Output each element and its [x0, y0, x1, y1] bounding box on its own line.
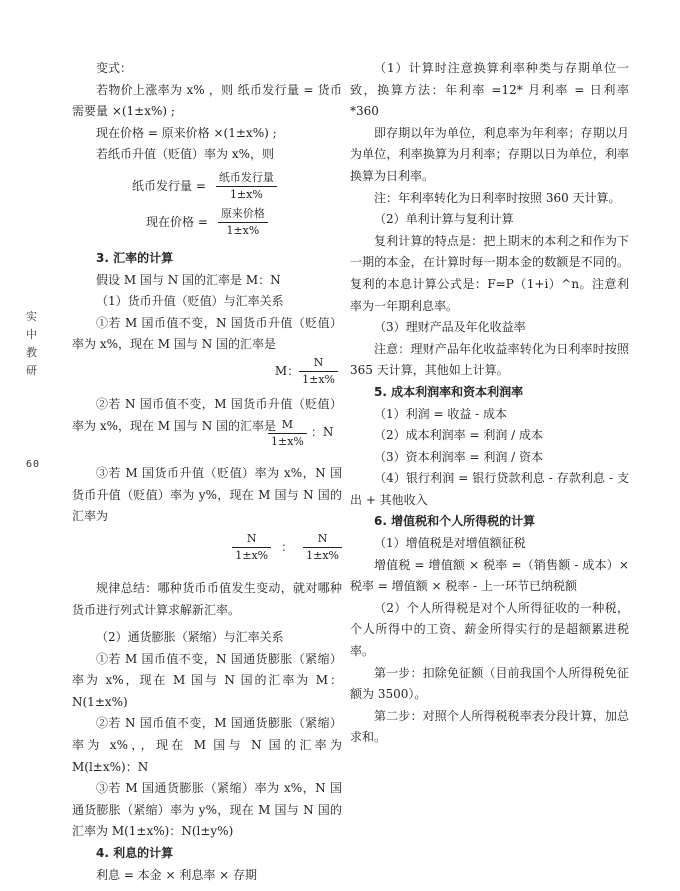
fraction-denominator: 1±x% [306, 549, 339, 563]
text-line: （3）资本利润率 = 利润 / 资本 [374, 449, 543, 464]
text-line: （2）单利计算与复利计算 [374, 212, 514, 227]
formula-label: 现在价格 = [146, 215, 208, 230]
sidebar-char: 研 [26, 364, 37, 377]
text-paragraph: ②若 N 国币值不变，M 国货币升值（贬值）率为 x%，现在 M 国与 N 国的汇率是 [72, 396, 342, 433]
formula-prefix: M： [274, 364, 300, 379]
text-paragraph: ②若 N 国币值不变，M 国通货膨胀（紧缩）率为 x%，，现在 M 国与 N 国的汇率为 M(l±x%)：N [72, 716, 342, 774]
text-paragraph: 增值税 = 增值额 × 税率 =（销售额 - 成本）× 税率 = 增值额 × 税率 - 上一环节已纳税额 [350, 557, 629, 594]
sidebar-char: 实 [26, 310, 37, 323]
fraction-numerator: 原来价格 [218, 207, 268, 223]
exchange-formula-3 [72, 528, 342, 568]
section-heading: 4. 利息的计算 [96, 846, 174, 861]
formula-paper-money [132, 170, 342, 204]
text-paragraph: 若物价上涨率为 x% ，则 纸币发行量 = 货币需要量 ×(1±x%) ; [72, 82, 342, 119]
fraction-numerator: N [299, 356, 338, 372]
text-line: 假设 M 国与 N 国的汇率是 M：N [96, 272, 281, 287]
text-paragraph: 规律总结：哪种货币币值发生变动，就对哪种货币进行列式计算求解新汇率。 [72, 580, 342, 617]
text-paragraph: 第一步：扣除免征额（目前我国个人所得税免征额为 3500）。 [350, 665, 629, 702]
text-line: （3）理财产品及年化收益率 [374, 320, 526, 335]
text-line: （1）利润 = 收益 - 成本 [374, 406, 508, 421]
section-heading: 5. 成本利润率和资本利润率 [374, 384, 524, 399]
section-heading: 6. 增值税和个人所得税的计算 [374, 514, 536, 529]
fraction-numerator: N [232, 532, 271, 548]
text-paragraph: 第二步：对照个人所得税税率表分段计算，加总求和。 [350, 708, 629, 745]
formula-label: 纸币发行量 = [132, 179, 206, 194]
left-column [72, 58, 342, 886]
text-line: （1）货币升值（贬值）与汇率关系 [96, 294, 284, 309]
right-column [350, 58, 629, 749]
text-line: （2）通货膨胀（紧缩）与汇率关系 [96, 630, 284, 645]
fraction [216, 171, 277, 202]
sidebar-label [26, 308, 40, 380]
fraction-numerator: M [268, 418, 307, 434]
text-paragraph: （1）计算时注意换算利率种类与存期单位一致，换算方法：年利率 =12* 月利率 = 日利率 *360 [350, 61, 629, 119]
text-paragraph: 注意：理财产品年化收益率转化为日利率时按照 365 天计算，其他如上计算。 [350, 341, 629, 378]
fraction-numerator: 纸币发行量 [216, 171, 277, 187]
sidebar-char: 教 [26, 346, 37, 359]
text-paragraph: ③若 M 国货币升值（贬值）率为 x%，N 国货币升值（贬值）率为 y%，现在 M 国与 N 国的汇率为 [72, 466, 342, 524]
section-heading: 3. 汇率的计算 [96, 250, 174, 265]
formula-suffix: ：N [310, 425, 334, 440]
text-paragraph: 复利计算的特点是：把上期末的本利之和作为下一期的本金，在计算时每一期本金的数额是不同的。复利的本息计算公式是：F=P（1+i）^n。注意利率为一年期利息率。 [350, 233, 629, 313]
text-line: 若纸币升值（贬值）率为 x%，则 [96, 147, 274, 162]
fraction-numerator: N [303, 532, 342, 548]
text-paragraph: （2）个人所得税是对个人所得征收的一种税，个人所得中的工资、薪金所得实行的是超额累进税率。 [350, 600, 629, 659]
fraction-denominator: 1±x% [226, 224, 260, 238]
page-number: 60 [26, 459, 41, 470]
fraction [303, 532, 342, 563]
text-paragraph: ①若 M 国币值不变，N 国货币升值（贬值）率为 x%，现在 M 国与 N 国的汇率是 [72, 315, 342, 352]
fraction [268, 418, 307, 449]
text-paragraph: 即存期以年为单位，利息率为年利率；存期以月为单位，利率换算为月利率；存期以日为单位，利率换算为日利率。 [350, 125, 629, 183]
text-paragraph: ①若 M 国币值不变，N 国通货膨胀（紧缩）率为 x%，现在 M 国与 N 国的汇率为 M：N(1±x%) [72, 651, 342, 709]
fraction-denominator: 1±x% [235, 549, 269, 563]
text-paragraph: ③若 M 国通货膨胀（紧缩）率为 x%，N 国通货膨胀（紧缩）率为 y%，现在 M 国与 N 国的汇率为 M(1±x%)：N(l±y%) [72, 781, 342, 839]
fraction [232, 532, 271, 563]
text-line: 利息 = 本金 × 利息率 × 存期 [96, 867, 258, 882]
fraction-denominator: 1±x% [302, 373, 335, 387]
formula-current-price [146, 206, 342, 240]
text-paragraph: （4）银行利润 = 银行贷款利息 - 存款利息 - 支出 + 其他收入 [350, 471, 629, 507]
sidebar-char: 中 [26, 328, 37, 341]
text-line: 变式： [96, 61, 133, 75]
fraction [299, 356, 338, 387]
formula-colon: ： [281, 540, 294, 555]
text-line: 现在价格 = 原来价格 ×(1±x%) ; [96, 125, 277, 140]
text-line: （1）增值税是对增值额征税 [374, 536, 526, 551]
text-paragraph: 注：年利率转化为日利率时按照 360 天计算。 [374, 190, 621, 205]
fraction-denominator: 1±x% [271, 434, 304, 448]
text-line: （2）成本利润率 = 利润 / 成本 [374, 428, 543, 443]
exchange-formula-1 [72, 356, 342, 388]
fraction [218, 207, 268, 238]
fraction-denominator: 1±x% [229, 188, 263, 202]
